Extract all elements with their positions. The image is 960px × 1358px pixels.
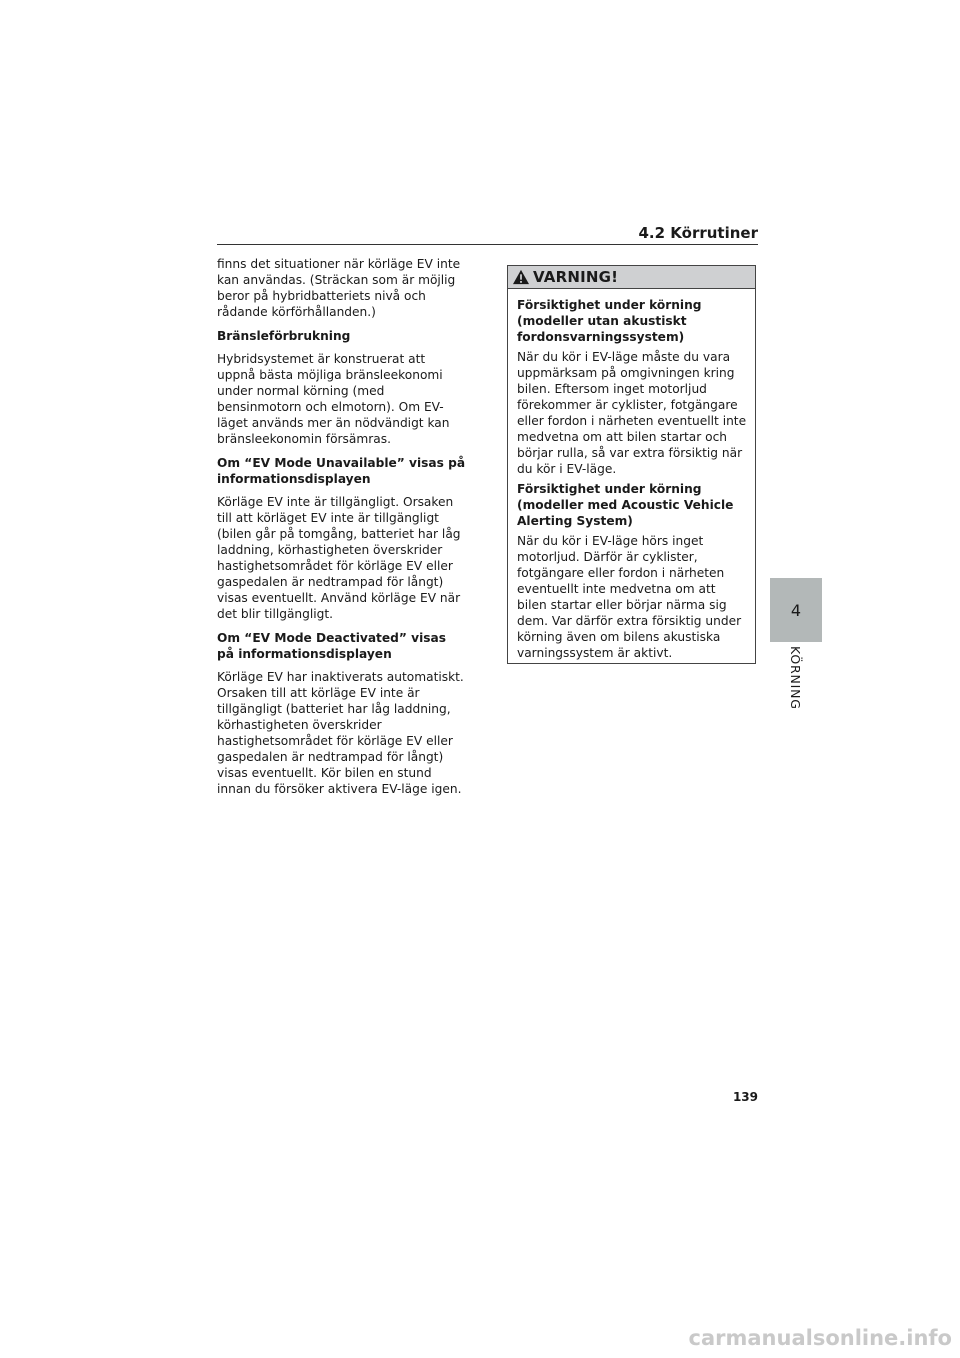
body-paragraph: Körläge EV har inaktiverats automatiskt. Orsaken till att körläge EV inte är tillgängligt (batteriet har låg laddning, körhastigheten överskrider hastighetsområdet för körläge EV eller gaspedalen är nedtrampad för långt) visas eventuellt. Kör bilen en stund innan du försöker aktivera EV-läge igen.	[217, 670, 464, 796]
chapter-label: KÖRNING	[788, 646, 803, 710]
section-heading: Försiktighet under körning (modeller utan akustiskt fordonsvarningssystem)	[517, 298, 702, 344]
watermark: carmanualsonline.info	[688, 1326, 952, 1350]
section-title: 4.2 Körrutiner	[638, 224, 758, 242]
body-paragraph: Körläge EV inte är tillgängligt. Orsaken till att körläget EV inte är tillgängligt (bilen går på tomgång, batteriet har låg laddning, körhastigheten överskrider hastighetsområdet för körläge EV eller gaspedalen är nedtrampad för långt) visas eventuellt. Använd körläge EV när det blir tillgängligt.	[217, 495, 461, 621]
section-heading: Bränsleförbrukning	[217, 329, 351, 343]
page-number: 139	[732, 1090, 758, 1104]
body-paragraph: finns det situationer när körläge EV inte kan användas. (Sträckan som är möjlig beror på hybridbatteriets nivå och rådande körförhållanden.)	[217, 257, 461, 319]
section-heading: Försiktighet under körning (modeller med Acoustic Vehicle Alerting System)	[517, 482, 734, 528]
chapter-tab	[770, 578, 822, 642]
body-paragraph: När du kör i EV-läge måste du vara uppmärksam på omgivningen kring bilen. Eftersom inget motorljud förekommer är cyklister, fotgängare eller fordon i närheten eventuellt inte medvetna om att bilen startar och börjar rulla, så var extra försiktig när du kör i EV-läge.	[517, 350, 747, 476]
warning-box	[507, 265, 756, 664]
warning-triangle-icon	[512, 269, 530, 285]
warning-body	[508, 289, 755, 661]
warning-label: VARNING!	[533, 268, 619, 286]
left-column	[217, 256, 467, 805]
body-paragraph: Hybridsystemet är konstruerat att uppnå bästa möjliga bränsleekonomi under normal körning (med bensinmotorn och elmotorn). Om EV-läget används mer än nödvändigt kan bränsleekonomin försämras.	[217, 352, 450, 446]
chapter-number: 4	[790, 600, 802, 620]
section-heading: Om “EV Mode Deactivated” visas på informationsdisplayen	[217, 631, 446, 661]
header-divider	[217, 244, 758, 245]
body-paragraph: När du kör i EV-läge hörs inget motorljud. Därför är cyklister, fotgängare eller fordon i närheten eventuellt inte medvetna om att bilen startar eller börjar närma sig dem. Var därför extra försiktig under körning även om bilens akustiska varningssystem är aktivt.	[517, 534, 742, 660]
warning-header	[508, 266, 755, 289]
section-heading: Om “EV Mode Unavailable” visas på informationsdisplayen	[217, 456, 466, 486]
